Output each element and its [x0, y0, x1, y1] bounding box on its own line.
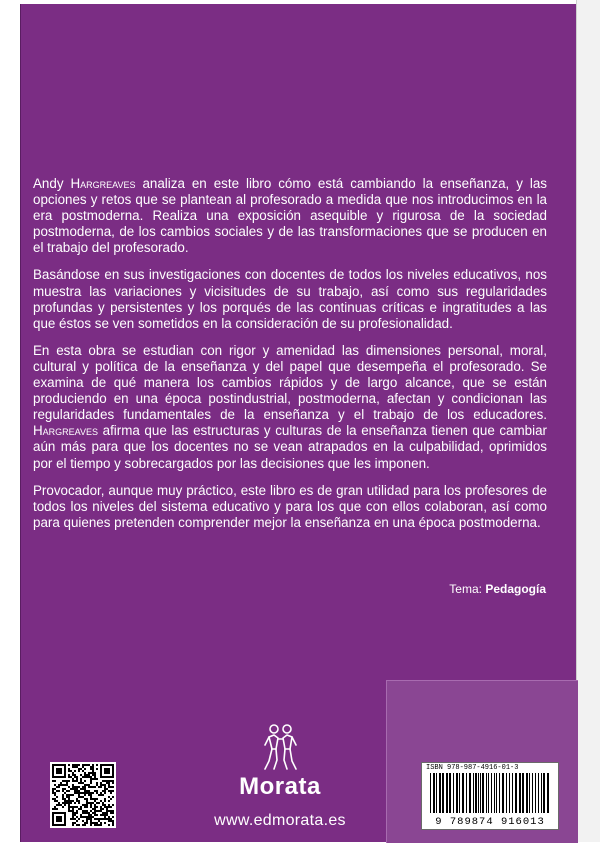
paragraph-text: En esta obra se estudian con rigor y amenidad las dimensiones personal, moral, cultural y política de la enseñanza y del papel que desempeña el profesorado. Se examina de qué manera los cambios rápidos y de largo alcance, que se están produciendo en una época postindustrial, postmoderna, afectan y condicionan las regularidades fundamentales de la enseñanza y el trabajo de los educadores.: [33, 342, 547, 423]
scan-edge: [576, 0, 600, 842]
blurb-paragraph-2: [33, 267, 547, 331]
paragraph-text: analiza en este libro cómo está cambiando la enseñanza, y las opciones y retos que se plantean al profesorado a medida que nos introducimos en la era postmoderna. Realiza una exposición asequible y rigurosa de la sociedad postmoderna, de los cambios sociales y de las transformaciones que se producen en el trabajo del profesorado.: [33, 176, 547, 256]
blurb-paragraph-1: [33, 176, 547, 256]
blurb-text: [33, 176, 547, 542]
paragraph-text: afirma que las estructuras y culturas de la enseñanza tienen que cambiar aún más para que los docentes no se vean atrapados en la culpabilidad, oprimidos por el tiempo y sobrecargados por las decisiones que les imponen.: [33, 423, 547, 471]
publisher-website: www.edmorata.es: [214, 812, 346, 829]
paragraph-text: Provocador, aunque muy práctico, este libro es de gran utilidad para los profesores de todos los niveles del sistema educativo y para los que con ellos colaboran, así como para quienes pretenden comprender mejor la enseñanza en una época postmoderna.: [33, 482, 547, 530]
qr-code-icon: [50, 762, 116, 828]
blurb-paragraph-4: [33, 483, 547, 531]
isbn-text: ISBN 978-987-4916-01-3: [426, 764, 519, 772]
morata-logo-icon: [257, 723, 303, 773]
author-name: Hargreaves: [70, 176, 136, 191]
barcode-digits: 9 789874 916013: [435, 816, 545, 828]
author-name: Hargreaves: [33, 423, 99, 439]
publisher-block: [190, 723, 370, 801]
subject-value: Pedagogía: [485, 582, 546, 596]
blurb-paragraph-3: [33, 343, 547, 472]
barcode-icon: [426, 773, 554, 813]
subject-label: Tema:: [449, 582, 486, 596]
publisher-name: Morata: [239, 773, 321, 800]
paragraph-text: Andy: [33, 176, 71, 191]
subject-tag: [449, 582, 546, 596]
paragraph-text: Basándose en sus investigaciones con docentes de todos los niveles educativos, nos muestra las variaciones y vicisitudes de su trabajo, así como sus regularidades profundas y persistentes y los porqués de las continuas críticas e ingratitudes a las que éstos se ven sometidos en la consideración de su profesionalidad.: [33, 267, 547, 331]
barcode-label: [421, 762, 559, 830]
